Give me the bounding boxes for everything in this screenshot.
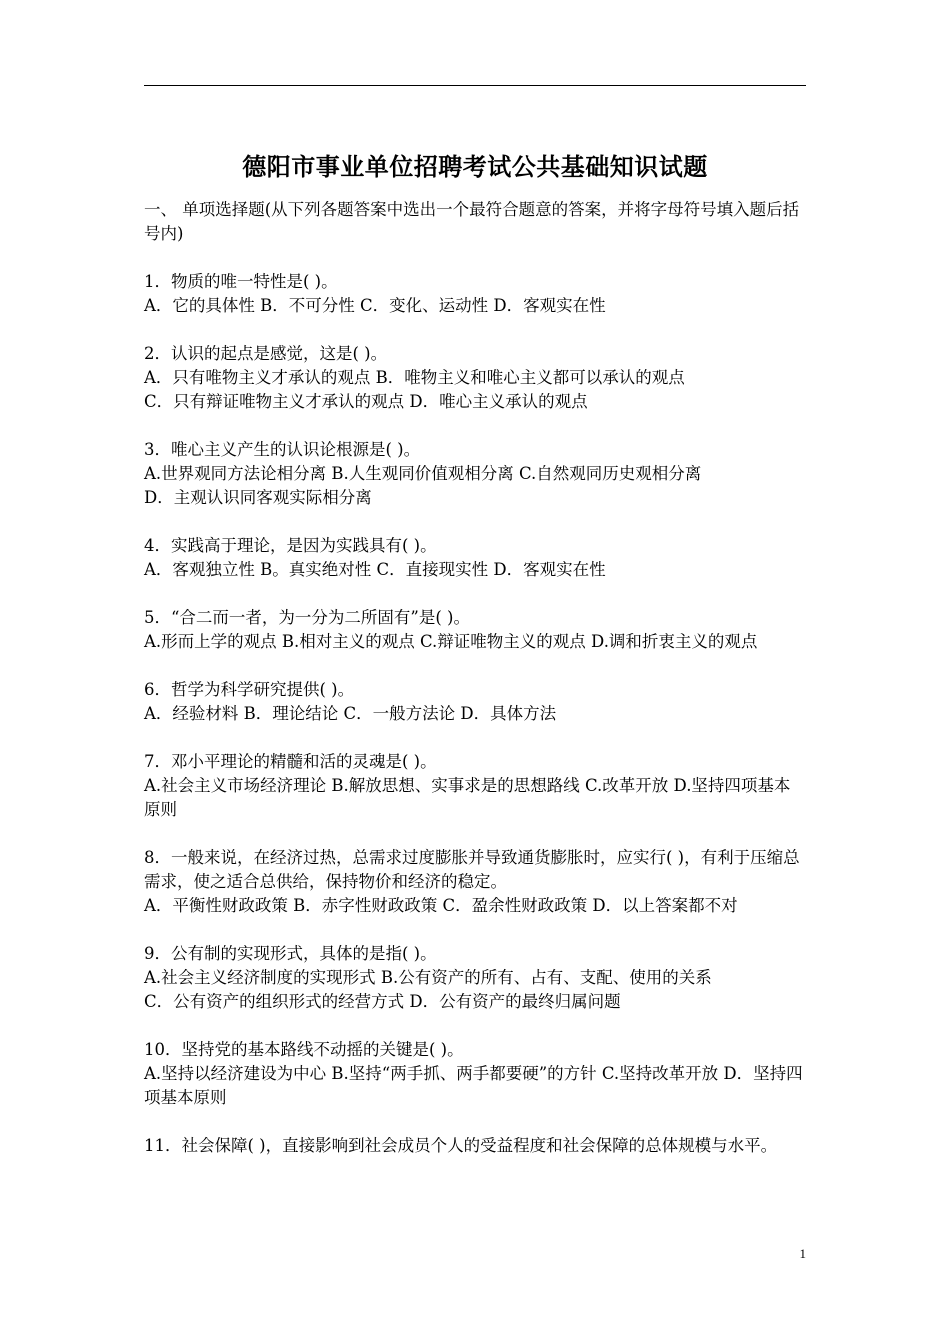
question-option-line: A．经验材料 B．理论结论 C．一般方法论 D．具体方法	[144, 704, 557, 723]
question-option-line: C．公有资产的组织形式的经营方式 D．公有资产的最终归属问题	[144, 992, 621, 1011]
section-intro-text: 一、 单项选择题(从下列各题答案中选出一个最符合题意的答案，并将字母符号填入题后括号内)	[144, 200, 800, 243]
question-item	[144, 1134, 806, 1158]
question-item	[144, 270, 806, 318]
question-option-line: A．平衡性财政政策 B．赤字性财政政策 C．盈余性财政政策 D．以上答案都不对	[144, 896, 738, 915]
question-option-line: A．它的具体性 B．不可分性 C．变化、运动性 D．客观实在性	[144, 296, 606, 315]
question-stem: 9．公有制的实现形式，具体的是指( )。	[144, 944, 437, 963]
question-item	[144, 750, 806, 822]
question-item	[144, 342, 806, 414]
question-list	[144, 270, 806, 1158]
question-option-line: A．只有唯物主义才承认的观点 B．唯物主义和唯心主义都可以承认的观点	[144, 368, 685, 387]
question-item	[144, 534, 806, 582]
question-option-line: D．主观认识同客观实际相分离	[144, 488, 372, 507]
question-option-line: A.世界观同方法论相分离 B.人生观同价值观相分离 C.自然观同历史观相分离	[144, 464, 702, 483]
question-stem: 6．哲学为科学研究提供( )。	[144, 680, 355, 699]
question-option-line: A．客观独立性 B。真实绝对性 C．直接现实性 D．客观实在性	[144, 560, 606, 579]
question-item	[144, 438, 806, 510]
question-option-line: A.形而上学的观点 B.相对主义的观点 C.辩证唯物主义的观点 D.调和折衷主义的观点	[144, 632, 758, 651]
question-stem: 11．社会保障( )，直接影响到社会成员个人的受益程度和社会保障的总体规模与水平。	[144, 1136, 778, 1155]
document-title: 德阳市事业单位招聘考试公共基础知识试题	[242, 152, 708, 182]
header-rule	[144, 85, 806, 86]
section-intro	[144, 198, 806, 246]
question-option-line: C．只有辩证唯物主义才承认的观点 D．唯心主义承认的观点	[144, 392, 588, 411]
question-option-line: A.坚持以经济建设为中心 B.坚持“两手抓、两手都要硬”的方针 C.坚持改革开放 D．坚持四项基本原则	[144, 1064, 803, 1107]
question-stem: 1．物质的唯一特性是( )。	[144, 272, 338, 291]
question-item	[144, 942, 806, 1014]
page-number: 1	[799, 1246, 806, 1261]
question-stem: 3．唯心主义产生的认识论根源是( )。	[144, 440, 421, 459]
question-item	[144, 846, 806, 918]
question-item	[144, 678, 806, 726]
document-body	[144, 198, 806, 1182]
question-item	[144, 606, 806, 654]
question-stem: 7．邓小平理论的精髓和活的灵魂是( )。	[144, 752, 437, 771]
question-stem: 10．坚持党的基本路线不动摇的关键是( )。	[144, 1040, 464, 1059]
question-stem: 8．一般来说，在经济过热，总需求过度膨胀并导致通货膨胀时，应实行( )，有利于压缩总需求，使之适合总供给，保持物价和经济的稳定。	[144, 848, 800, 891]
question-stem: 4．实践高于理论，是因为实践具有( )。	[144, 536, 437, 555]
question-option-line: A.社会主义经济制度的实现形式 B.公有资产的所有、占有、支配、使用的关系	[144, 968, 712, 987]
question-stem: 2．认识的起点是感觉，这是( )。	[144, 344, 388, 363]
question-item	[144, 1038, 806, 1110]
question-stem: 5．“合二而一者，为一分为二所固有”是( )。	[144, 608, 470, 627]
question-option-line: A.社会主义市场经济理论 B.解放思想、实事求是的思想路线 C.改革开放 D.坚持四项基本原则	[144, 776, 791, 819]
